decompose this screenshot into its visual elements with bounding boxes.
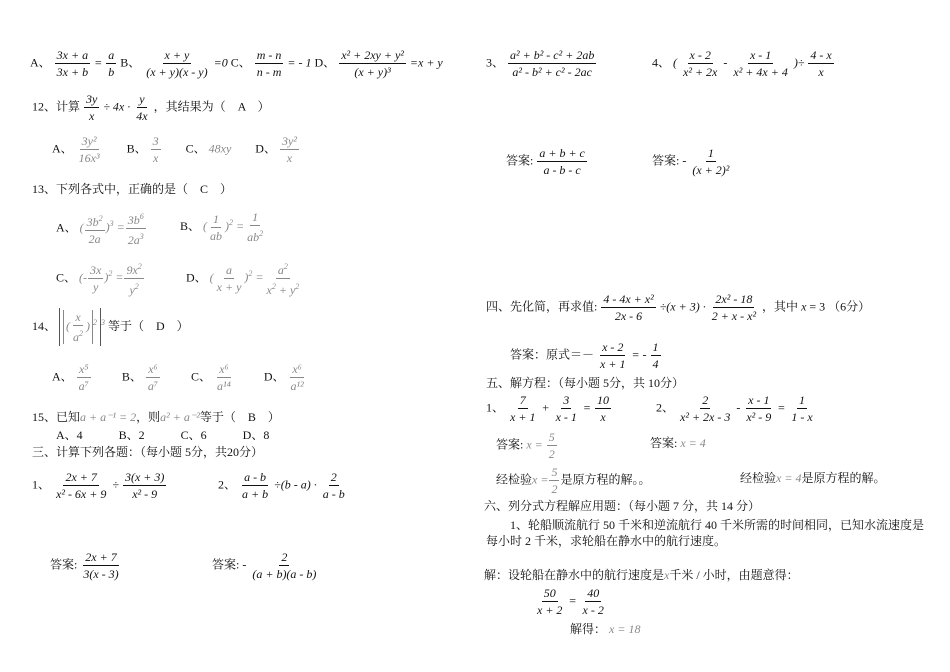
option-b-lhs: $\frac{x + y}{(x + y)(x - y)}$ — [146, 48, 208, 79]
option-a-rhs: $\frac{a}{b}$ — [108, 48, 115, 79]
q12-option-a: $\frac{\text{3y²}}{\text{16x³}}$ — [78, 134, 100, 165]
solution-intro: 解：设轮船在静水中的航行速度是x千米 / 小时，由题意得： — [484, 568, 799, 582]
answer-problem-3: 答案: $\frac{a + b + c}{a - b - c}$ — [506, 146, 585, 177]
problem-3: 3、 $\frac{\text{a² + b² - c² + 2ab}}{\text{a² - b² + c² - 2ac}}$ — [486, 48, 595, 79]
solution-equation: $\frac{50}{x + 2}$ = $\frac{40}{x - 2}$ — [537, 586, 604, 617]
q15-options: A、4 B、2 C、6 D、8 — [56, 428, 270, 442]
q12-option-b: $\frac{3}{x}$ — [152, 134, 159, 165]
question-13-stem: 13、下列各式中，正确的是（ C ） — [32, 182, 233, 196]
q14-expression: ( $\frac{x}{a^2}$ ) $^2$ — [59, 308, 101, 346]
q13-option-a: A、 ( $\frac{3b^2}{2a}$ )$^3$ = $\frac{3b^6}{2a^3}$ — [56, 212, 144, 247]
equation-1: 1、 $\frac{7}{x + 1}$ + $\frac{3}{x - 1}$ = $\frac{10}{x}$ — [486, 393, 609, 424]
check-equation-1: 经检验x = $\frac{5}{2}$ 是原方程的解。。 — [496, 465, 651, 496]
q14-option-d: $\frac{\text{x⁶}}{\text{a¹²}}$ — [290, 362, 304, 393]
answer-section-4: 答案：原式＝－ $\frac{x - 2}{x + 1}$ = - $\frac{1}{4}$ — [510, 340, 659, 371]
q14-options: A、 $\frac{\text{x⁵}}{\text{a⁷}}$ B、 $\frac{\text{x⁶}}{\text{a⁷}}$ C、 $\frac{\text{x⁶}}{\text{a¹⁴}}$ D、 $\frac{\text{x⁶}}{\text{a¹²}}$ — [52, 362, 304, 393]
calc-2: 2、 $\frac{a - b}{a + b}$ ÷(b - a) · $\frac{2}{a - b}$ — [218, 470, 345, 501]
solution-result: 解得： x = 18 — [570, 622, 641, 636]
q12-option-d: $\frac{\text{3y²}}{x}$ — [281, 134, 297, 165]
problem-4: 4、 ( $\frac{x - 2}{\text{x² + 2x}}$ - $\frac{x - 1}{\text{x² + 4x + 4}}$ )÷ $\frac{4 - x}{x}$ — [652, 48, 832, 79]
answer-calc-2: 答案: - $\frac{2}{(a + b)(a - b)}$ — [212, 550, 317, 581]
q14-option-a: $\frac{\text{x⁵}}{\text{a⁷}}$ — [78, 362, 89, 393]
answer-equation-2: 答案: x = 4 — [650, 436, 706, 450]
q12-option-c: 48xy — [208, 141, 232, 156]
option-c-label: C、 — [230, 55, 251, 70]
option-c-lhs: $\frac{m - n}{n - m}$ — [256, 48, 282, 79]
calc-1: 1、 $\frac{2x + 7}{\text{x² - 6x + 9}}$ ÷ $\frac{3(x + 3)}{\text{x² - 9}}$ — [32, 470, 165, 501]
q12-fraction-2: $\frac{y}{4x}$ — [136, 92, 148, 123]
q14-option-b: $\frac{\text{x⁶}}{\text{a⁷}}$ — [147, 362, 159, 393]
question-14: 14、 ( $\frac{x}{a^2}$ ) $^2$ $^3$ 等于（ D ） — [32, 310, 189, 344]
question-15: 15、已知a + a⁻¹ = 2，则a² + a⁻²等于（ B ） — [32, 410, 280, 424]
problem-6-1-line-1: 1、轮船顺流航行 50 千米和逆流航行 40 千米所需的时间相同，已知水流速度是 — [510, 518, 925, 532]
option-b-label: B、 — [120, 55, 141, 70]
check-equation-2: 经检验x = 4是原方程的解。 — [740, 471, 886, 485]
section-3-title: 三、计算下列各题：（每小题 5分，共20分） — [32, 445, 264, 459]
option-a-lhs: $\frac{3x + a}{3x + b}$ — [56, 48, 89, 79]
q14-option-c: $\frac{\text{x⁶}}{\text{a¹⁴}}$ — [217, 362, 231, 393]
section-4: 四、先化简，再求值: $\frac{\text{4 - 4x + x²}}{2x - 6}$ ÷(x + 3) · $\frac{\text{2x² - 18}}{\text{2 + x - x²}}$ ，其中 x = 3 （6分） — [486, 292, 871, 323]
q13-option-c: C、 (- $\frac{3x}{y}$ )$^2$ = $\frac{9x^2}{y^2}$ — [56, 262, 142, 297]
q13-option-d: D、 ( $\frac{a}{x + y}$ )$^2$ = $\frac{a^2}{x^2 + y^2}$ — [186, 262, 300, 297]
option-a-label: A、 — [30, 55, 51, 70]
equation-2: 2、 $\frac{2}{\text{x² + 2x - 3}}$ - $\frac{x - 1}{\text{x² - 9}}$ = $\frac{1}{1 - x}$ — [656, 393, 813, 424]
section-6-title: 六、列分式方程解应用题：（每小题 7 分，共 14 分） — [484, 499, 761, 513]
question-12: 12、计算 $\frac{3y}{x}$ ÷ 4x · $\frac{y}{4x}$ ，其结果为（ A ） — [32, 92, 270, 123]
answer-problem-4: 答案: - $\frac{1}{\text{(x + 2)²}}$ — [652, 146, 730, 177]
q11-options: A、 $\frac{3x + a}{3x + b}$ = $\frac{a}{b}$ B、 $\frac{x + y}{(x + y)(x - y)}$ =0 C、 $\frac{m - n}{n - m}$ = - 1 D、 $\frac{\text{x² + 2xy + y²}}{\text{(x + y)³}}$ =x + y — [30, 48, 443, 79]
option-d-lhs: $\frac{\text{x² + 2xy + y²}}{\text{(x + y)³}}$ — [341, 48, 404, 79]
q12-fraction-1: $\frac{3y}{x}$ — [86, 92, 98, 123]
q12-options: A、 $\frac{\text{3y²}}{\text{16x³}}$ B、 $\frac{3}{x}$ C、 48xy D、 $\frac{\text{3y²}}{x}$ — [52, 134, 297, 165]
answer-calc-1: 答案: $\frac{2x + 7}{3(x - 3)}$ — [50, 550, 119, 581]
answer-equation-1: 答案: x = $\frac{5}{2}$ — [496, 430, 555, 461]
q13-option-b: B、 ( $\frac{1}{ab}$ )$^2$ = $\frac{1}{ab^2}$ — [180, 210, 264, 244]
option-d-label: D、 — [314, 55, 336, 70]
section-5-title: 五、解方程：（每小题 5分，共 10分） — [486, 376, 685, 390]
problem-6-1-line-2: 每小时 2 千米，求轮船在静水中的航行速度。 — [486, 534, 727, 548]
